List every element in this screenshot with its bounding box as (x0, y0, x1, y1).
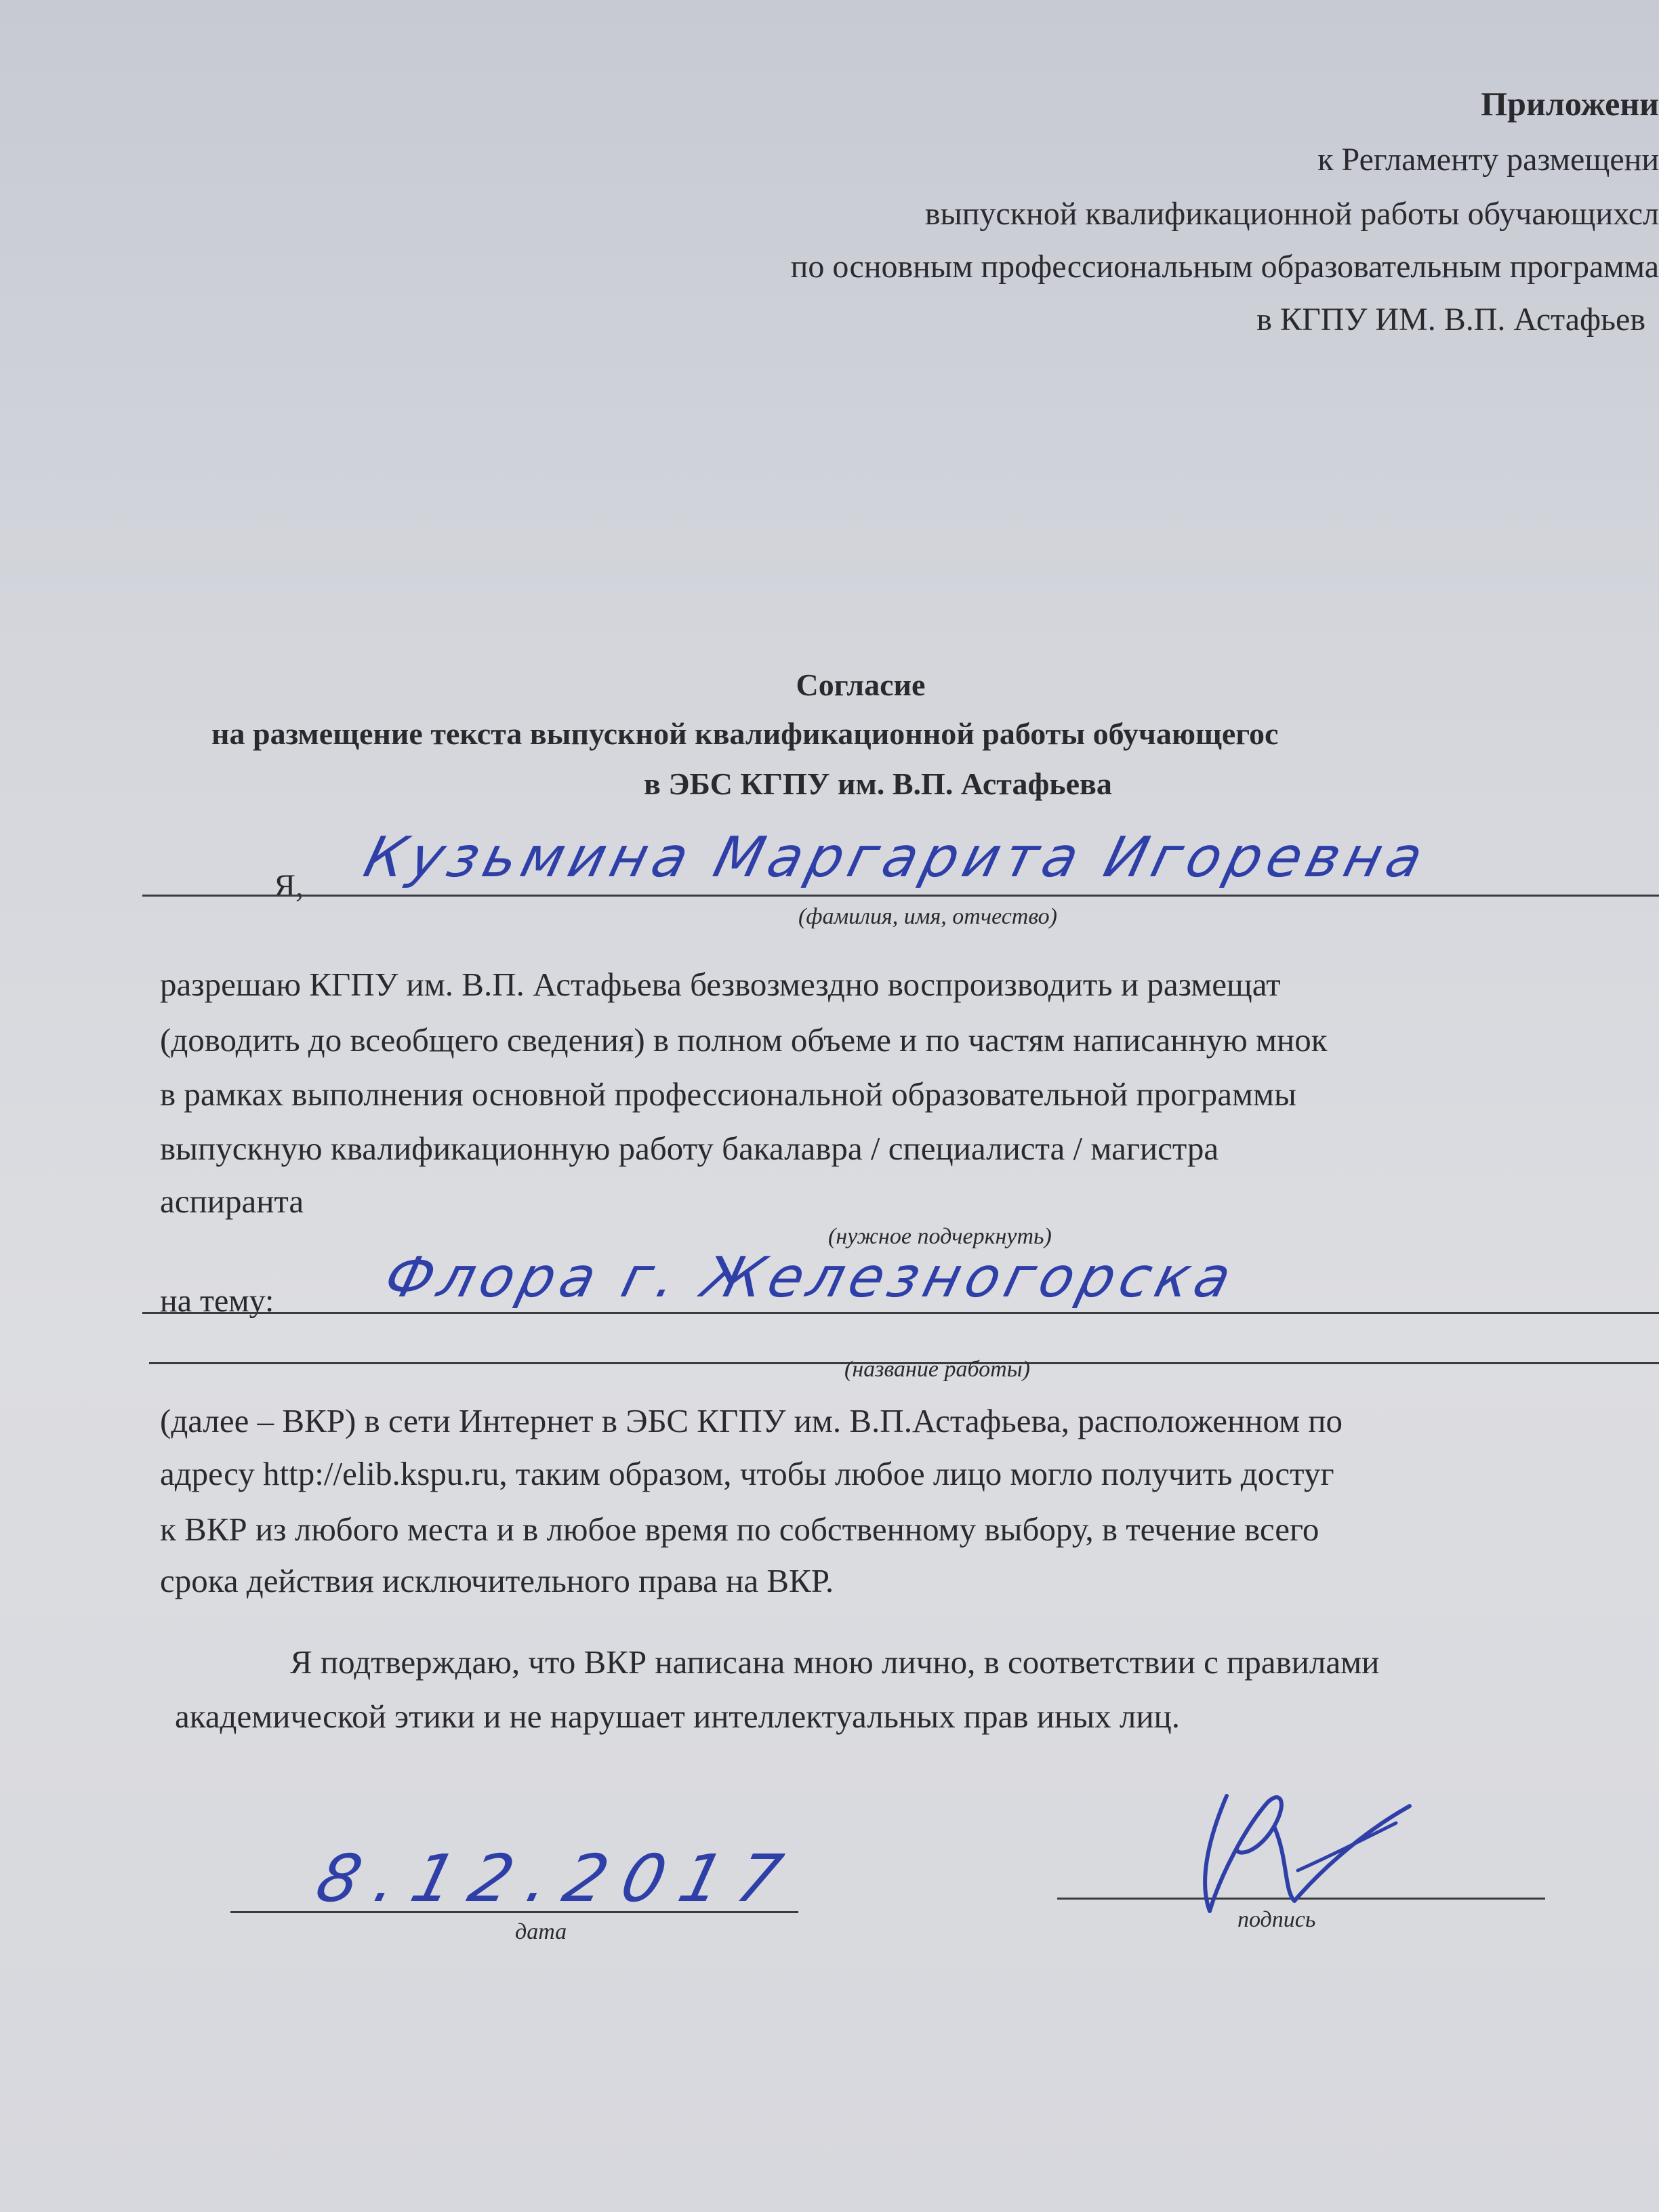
underline-hint: (нужное подчеркнуть) (828, 1224, 1052, 1249)
body-p1-line-1: разрешаю КГПУ им. В.П. Астафьева безвозмездно воспроизводить и размещат (160, 966, 1281, 1003)
document-title: Согласие (796, 668, 926, 702)
body-p1-line-4: выпускную квалификационную работу бакалавра / специалиста / магистра (160, 1130, 1219, 1167)
name-underline (142, 895, 1659, 897)
document-subtitle-2: в ЭБС КГПУ им. В.П. Астафьева (644, 766, 1112, 801)
body-p3-line-1: Я подтверждаю, что ВКР написана мною лично, в соответствии с правилами (290, 1643, 1380, 1681)
body-p2-line-4: срока действия исключительного права на ВКР. (160, 1562, 834, 1599)
topic-caption: (название работы) (844, 1357, 1030, 1382)
appendix-heading: Приложени (1481, 85, 1659, 123)
handwritten-date: 8.12.2017 (309, 1841, 806, 1917)
body-p1-line-3: в рамках выполнения основной профессиональной образовательной программы (160, 1076, 1296, 1113)
body-p2-line-1: (далее – ВКР) в сети Интернет в ЭБС КГПУ им. В.П.Астафьева, расположенном по (160, 1402, 1343, 1439)
handwritten-full-name: Кузьмина Маргарита Игоревна (358, 825, 1435, 890)
name-caption: (фамилия, имя, отчество) (798, 904, 1057, 929)
body-p2-line-3: к ВКР из любого места и в любое время по собственному выбору, в течение всего (160, 1511, 1319, 1548)
name-prefix: Я, (274, 868, 304, 904)
handwritten-topic: Флора г. Железногорска (378, 1246, 1243, 1310)
header-line-3: по основным профессиональным образовательным программа (790, 249, 1659, 285)
handwritten-signature (1179, 1776, 1450, 1925)
topic-underline (142, 1312, 1659, 1314)
header-line-2: выпускной квалификационной работы обучающихсл (924, 196, 1659, 232)
header-line-4: в КГПУ ИМ. В.П. Астафьев (1256, 302, 1645, 337)
header-line-1: к Регламенту размещени (1317, 142, 1659, 178)
body-p1-line-5: аспиранта (160, 1183, 304, 1220)
body-p1-line-2: (доводить до всеобщего сведения) в полном объеме и по частям написанную мнок (160, 1021, 1328, 1059)
body-p2-line-2: адресу http://elib.kspu.ru, таким образом, чтобы любое лицо могло получить достуг (160, 1455, 1334, 1492)
document-subtitle: на размещение текста выпускной квалификационной работы обучающегос (211, 716, 1279, 751)
body-p3-line-2: академической этики и не нарушает интеллектуальных прав иных лиц. (175, 1698, 1181, 1735)
topic-prefix: на тему: (160, 1283, 274, 1319)
signature-caption: подпись (1237, 1907, 1316, 1932)
date-caption: дата (515, 1919, 567, 1944)
